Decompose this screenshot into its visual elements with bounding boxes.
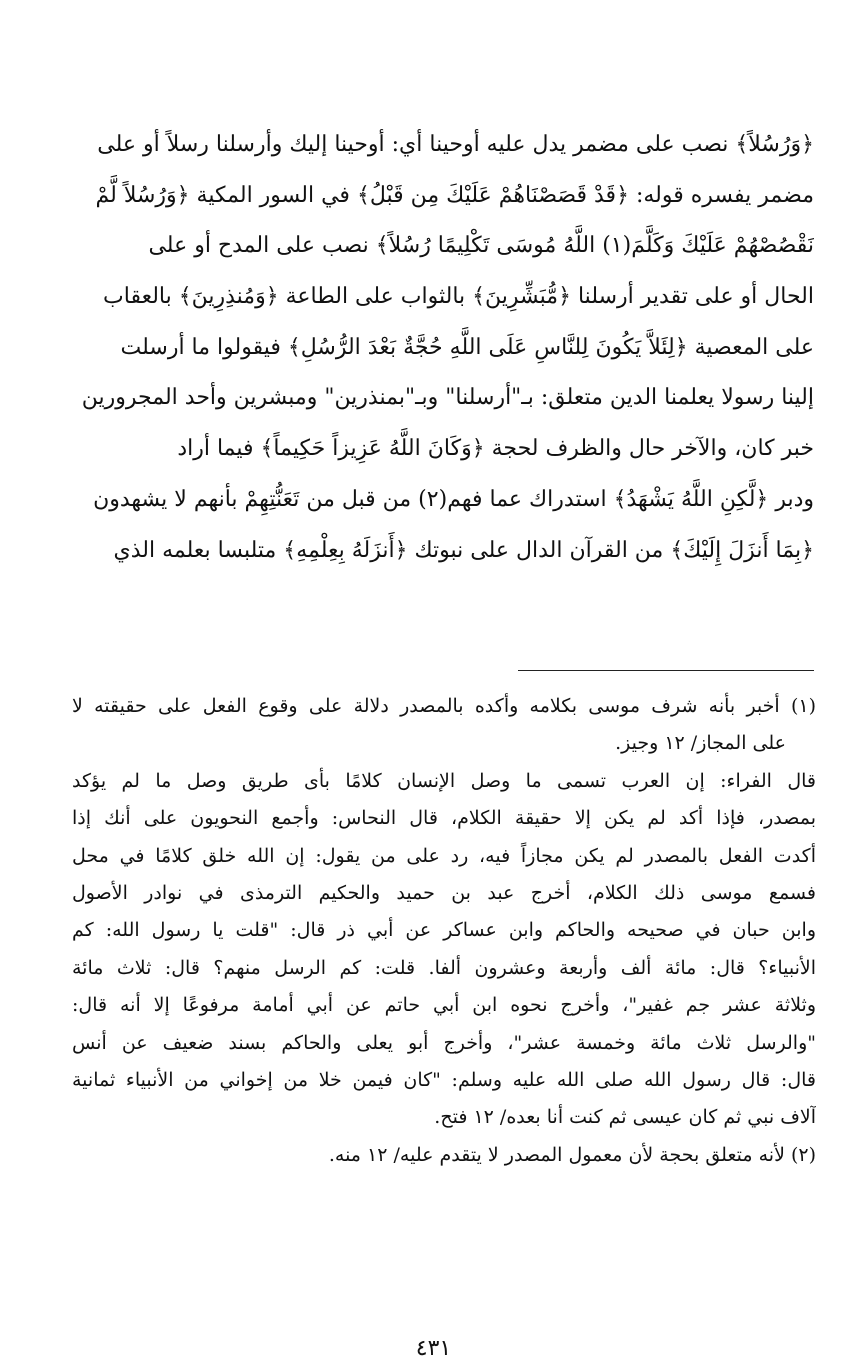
footnote-line: فسمع موسى ذلك الكلام، أخرج عبد بن حميد والحكيم الترمذى في نوادر الأصول <box>72 881 816 904</box>
body-line: ﴿وَرُسُلاً﴾ نصب على مضمر يدل عليه أوحينا أي: أوحينا إليك وأرسلنا رسلاً أو على <box>97 132 814 157</box>
footnote-line: وثلاثة عشر جم غفير"، وأخرج نحوه ابن أبي حاتم عن أبي أمامة مرفوعًا إلا أنه قال: <box>72 994 816 1017</box>
footnote-line: أكدت الفعل بالمصدر لم يكن مجازاً فيه، رد على من يقول: إن الله خلق كلامًا في محل <box>72 844 816 867</box>
footnote-line: آلاف نبي ثم كان عيسى ثم كنت أنا بعده/ ١٢ فتح. <box>434 1106 816 1129</box>
footnote-line: (١) أخبر بأنه شرف موسى بكلامه وأكده بالمصدر دلالة على وقوع الفعل على حقيقته لا <box>72 695 816 717</box>
body-line: مضمر يفسره قوله: ﴿قَدْ قَصَصْنَاهُمْ عَلَيْكَ مِن قَبْلُ﴾ في السور المكية ﴿وَرُسُلاً لَّمْ <box>95 182 814 208</box>
footnote-divider <box>518 670 814 671</box>
main-text <box>72 120 814 576</box>
footnotes <box>72 688 816 1174</box>
body-line: الحال أو على تقدير أرسلنا ﴿مُّبَشِّرِينَ﴾ بالثواب على الطاعة ﴿وَمُنذِرِينَ﴾ بالعقاب <box>103 284 814 310</box>
footnote-line: بمصدر، فإذا أكد لم يكن إلا حقيقة الكلام، قال النحاس: وأجمع النحويون على أنك إذا <box>72 807 816 830</box>
footnote-line: (٢) لأنه متعلق بحجة لأن معمول المصدر لا يتقدم عليه/ ١٢ منه. <box>328 1143 816 1166</box>
body-line: نَقْصُصْهُمْ عَلَيْكَ وَكَلَّمَ(١) اللَّهُ مُوسَى تَكْلِيمًا رُسُلاً﴾ نصب على المدح أو على <box>148 233 814 259</box>
body-line: إلينا رسولا يعلمنا الدين متعلق: بـ"أرسلنا" وبـ"بمنذرين" ومبشرين وأحد المجرورين <box>81 385 814 411</box>
body-line: ودبر ﴿لَّكِنِ اللَّهُ يَشْهَدُ﴾ استدراك عما فهم(٢) من قبل من تَعَنُّتِهِمْ بأنهم لا يشهدون <box>93 486 814 512</box>
footnote-line: قال الفراء: إن العرب تسمى ما وصل الإنسان كلامًا بأى طريق وصل ما لم يؤكد <box>72 769 816 792</box>
footnote-line: الأنبياء؟ قال: مائة ألف وأربعة وعشرون ألفا. قلت: كم الرسل منهم؟ قال: ثلاث مائة <box>72 956 816 979</box>
footnote-line: قال: قال رسول الله صلى الله عليه وسلم: "كان فيمن خلا من إخواني من الأنبياء ثمانية <box>72 1068 816 1091</box>
body-line: خبر كان، والآخر حال والظرف لحجة ﴿وَكَانَ اللَّهُ عَزِيزاً حَكِيماً﴾ فيما أراد <box>177 436 814 462</box>
footnote-line: "والرسل ثلاث مائة وخمسة عشر"، وأخرج أبو يعلى والحاكم بسند ضعيف عن أنس <box>72 1031 816 1054</box>
footnote-line: على المجاز/ ١٢ وجيز. <box>615 732 786 755</box>
body-line: على المعصية ﴿لِئَلاَّ يَكُونَ لِلنَّاسِ عَلَى اللَّهِ حُجَّةٌ بَعْدَ الرُّسُلِ﴾ فيقولوا ما أرسلت <box>120 334 814 360</box>
page-number: ٤٣١ <box>415 1336 452 1361</box>
footnote-line: وابن حبان في صحيحه والحاكم وابن عساكر عن أبي ذر قال: "قلت يا رسول الله: كم <box>72 919 816 942</box>
body-line: ﴿بِمَا أَنزَلَ إِلَيْكَ﴾ من القرآن الدال على نبوتك ﴿أَنزَلَهُ بِعِلْمِهِ﴾ متلبسا بعلمه الذي <box>113 537 814 563</box>
